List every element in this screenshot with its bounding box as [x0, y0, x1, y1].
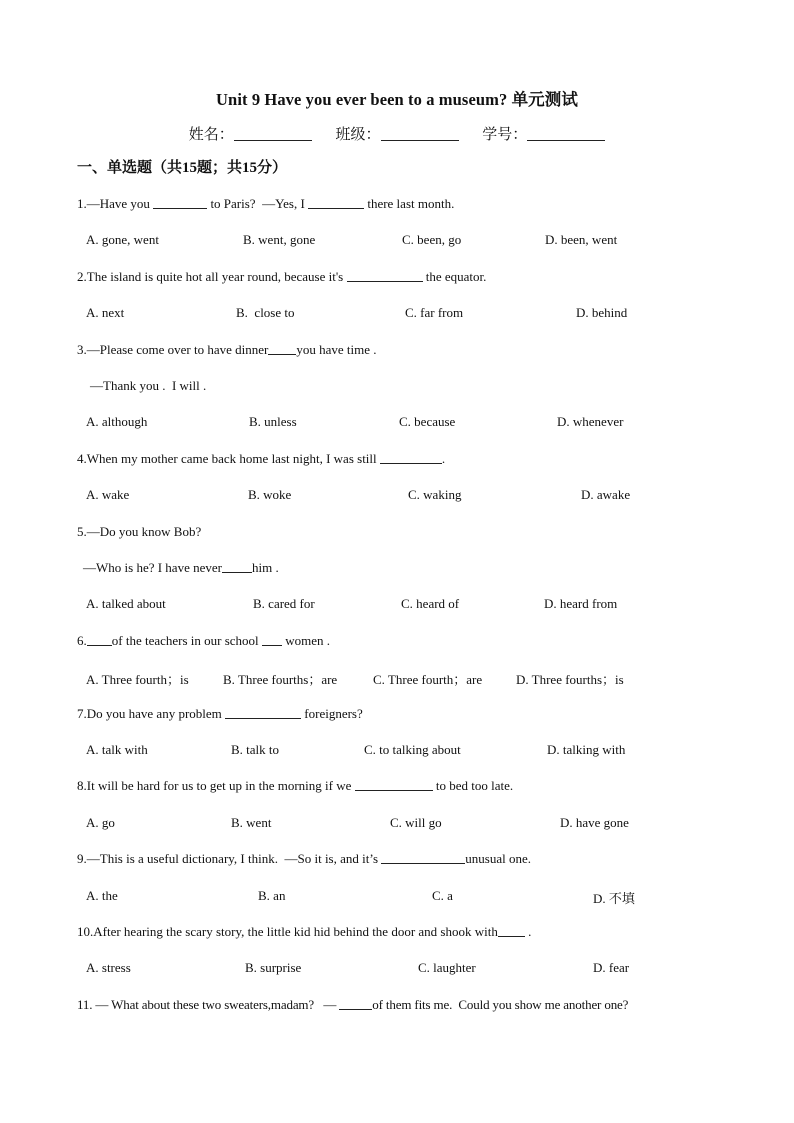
question-8: 8.It will be hard for us to get up in the morning if we to bed too late.: [77, 778, 514, 793]
option-a[interactable]: A. although: [86, 414, 148, 429]
option-a[interactable]: A. gone, went: [86, 232, 159, 247]
question-9: 9.—This is a useful dictionary, I think. —So it is, and it’s unusual one.: [77, 851, 531, 866]
question-10: 10.After hearing the scary story, the little kid hid behind the door and shook with .: [77, 924, 532, 939]
option-b[interactable]: B. Three fourths；are: [223, 672, 338, 687]
answer-blank[interactable]: [355, 778, 433, 791]
question-4: 4.When my mother came back home last night, I was still .: [77, 451, 446, 466]
class-label: 班级：: [335, 127, 381, 143]
question-6: 6. of the teachers in our school women .: [77, 633, 330, 648]
answer-blank[interactable]: [262, 633, 282, 646]
option-d[interactable]: D. behind: [576, 305, 628, 320]
answer-blank[interactable]: [339, 997, 372, 1010]
option-c[interactable]: C. far from: [405, 305, 464, 320]
answer-blank[interactable]: [381, 851, 465, 864]
option-d[interactable]: D. Three fourths；is: [516, 672, 624, 687]
option-c[interactable]: C. heard of: [401, 596, 460, 611]
option-b[interactable]: B. surprise: [245, 960, 302, 975]
answer-blank[interactable]: [308, 196, 364, 209]
option-a[interactable]: A. the: [86, 888, 118, 903]
option-b[interactable]: B. unless: [249, 414, 297, 429]
option-b[interactable]: B. cared for: [253, 596, 315, 611]
option-d[interactable]: D. been, went: [545, 232, 618, 247]
answer-blank[interactable]: [268, 342, 296, 355]
answer-blank[interactable]: [225, 706, 301, 719]
option-c[interactable]: C. a: [432, 888, 453, 903]
question-2: 2.The island is quite hot all year round, because it's the equator.: [77, 269, 487, 284]
option-b[interactable]: B. an: [258, 888, 286, 903]
option-b[interactable]: B. went: [231, 815, 272, 830]
student-id-label: 学号：: [482, 127, 528, 143]
option-d[interactable]: D. 不填: [593, 891, 635, 906]
question-3-reply: —Thank you . I will .: [90, 378, 207, 393]
answer-blank[interactable]: [498, 924, 525, 937]
answer-blank[interactable]: [87, 633, 112, 646]
answer-blank[interactable]: [380, 451, 442, 464]
option-a[interactable]: A. talked about: [86, 596, 166, 611]
option-c[interactable]: C. waking: [408, 487, 462, 502]
option-c[interactable]: C. to talking about: [364, 742, 461, 757]
option-d[interactable]: D. awake: [581, 487, 631, 502]
option-c[interactable]: C. been, go: [402, 232, 462, 247]
option-c[interactable]: C. laughter: [418, 960, 476, 975]
student-info-row: [0, 123, 794, 144]
name-blank[interactable]: [234, 126, 312, 141]
name-label: 姓名：: [188, 127, 234, 143]
option-a[interactable]: A. go: [86, 815, 115, 830]
answer-blank[interactable]: [153, 196, 207, 209]
answer-blank[interactable]: [347, 269, 423, 282]
question-3: 3.—Please come over to have dinner you have time .: [77, 342, 377, 357]
question-11: 11. — What about these two sweaters,madam? — of them fits me. Could you show me another one?: [77, 997, 629, 1012]
option-c[interactable]: C. will go: [390, 815, 442, 830]
option-d[interactable]: D. heard from: [544, 596, 618, 611]
option-a[interactable]: A. stress: [86, 960, 131, 975]
option-c[interactable]: C. Three fourth；are: [373, 672, 483, 687]
question-5: 5.—Do you know Bob?: [77, 524, 202, 539]
option-a[interactable]: A. next: [86, 305, 125, 320]
option-b[interactable]: B. talk to: [231, 742, 280, 757]
student-id-blank[interactable]: [527, 126, 605, 141]
section-heading: 一、单选题（共15题；共15分）: [77, 160, 288, 176]
question-5-reply: —Who is he? I have never him .: [83, 560, 279, 575]
class-blank[interactable]: [381, 126, 459, 141]
option-d[interactable]: D. have gone: [560, 815, 629, 830]
option-b[interactable]: B. close to: [236, 305, 295, 320]
option-c[interactable]: C. because: [399, 414, 456, 429]
option-a[interactable]: A. wake: [86, 487, 130, 502]
option-d[interactable]: D. whenever: [557, 414, 624, 429]
option-d[interactable]: D. talking with: [547, 742, 626, 757]
option-a[interactable]: A. Three fourth；is: [86, 672, 189, 687]
option-a[interactable]: A. talk with: [86, 742, 148, 757]
question-7: 7.Do you have any problem foreigners?: [77, 706, 363, 721]
option-b[interactable]: B. went, gone: [243, 232, 316, 247]
page-title: Unit 9 Have you ever been to a museum? 单元测试: [216, 90, 578, 109]
answer-blank[interactable]: [222, 560, 252, 573]
option-b[interactable]: B. woke: [248, 487, 292, 502]
option-d[interactable]: D. fear: [593, 960, 630, 975]
question-1: 1.—Have you to Paris? —Yes, I there last month.: [77, 196, 455, 211]
